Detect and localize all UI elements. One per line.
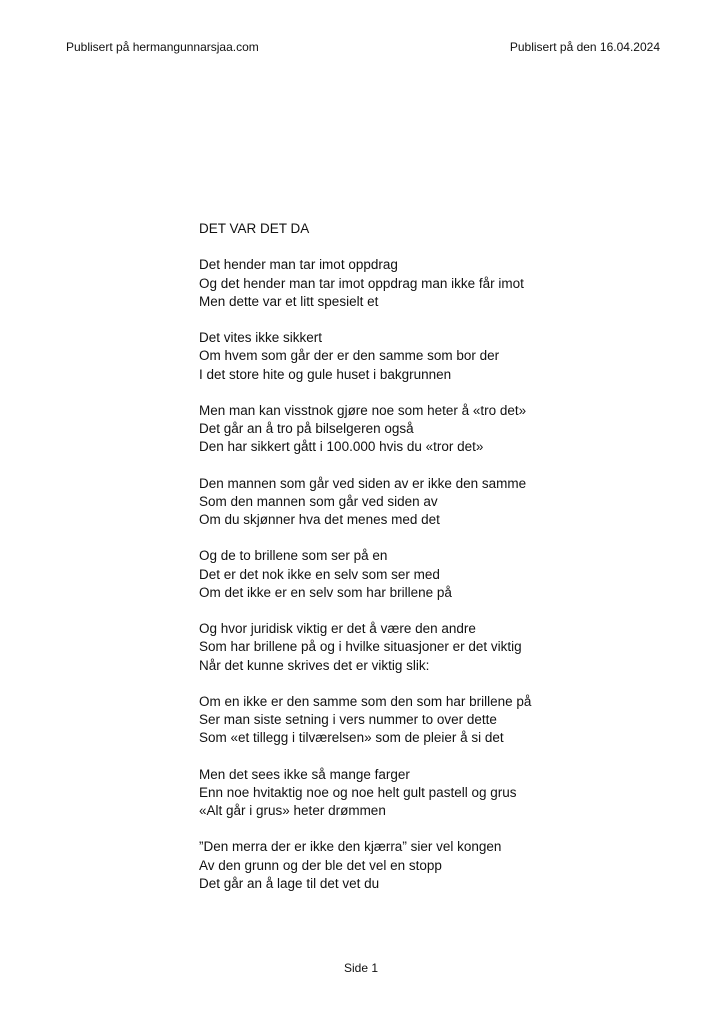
- poem-line: Som «et tillegg i tilværelsen» som de pleier å si det: [199, 730, 504, 746]
- stanza-7: [199, 693, 619, 748]
- poem-line: Men dette var et litt spesielt et: [199, 293, 379, 309]
- poem-line: I det store hite og gule huset i bakgrunnen: [199, 366, 452, 382]
- poem-line: Om du skjønner hva det menes med det: [199, 512, 440, 527]
- poem-line: Det vites ikke sikkert: [199, 330, 323, 346]
- poem-line: ”Den merra der er ikke den kjærra” sier vel kongen: [199, 839, 502, 855]
- poem-line: Som har brillene på og i hvilke situasjoner er det viktig: [199, 639, 522, 655]
- poem-line: Den har sikkert gått i 100.000 hvis du «tror det»: [199, 439, 484, 455]
- poem-line: Om det ikke er en selv som har brillene på: [199, 584, 452, 600]
- poem-title: DET VAR DET DA: [199, 221, 310, 236]
- stanza-9: [199, 838, 619, 893]
- poem-line: Men man kan visstnok gjøre noe som heter å «tro det»: [199, 402, 527, 418]
- poem-line: Men det sees ikke så mange farger: [199, 766, 410, 782]
- poem-line: Den mannen som går ved siden av er ikke den samme: [199, 475, 527, 491]
- stanza-1: [199, 256, 619, 311]
- poem-line: «Alt går i grus» heter drømmen: [199, 803, 386, 818]
- stanza-4: [199, 475, 619, 530]
- header-site: Publisert på hermangunnarsjaa.com: [66, 40, 259, 54]
- poem-line: Og hvor juridisk viktig er det å være den andre: [199, 621, 476, 637]
- poem-line: Det går an å tro på bilselgeren også: [199, 421, 414, 437]
- stanza-2: [199, 329, 619, 384]
- stanza-8: [199, 766, 619, 821]
- poem-line: Det er det nok ikke en selv som ser med: [199, 566, 440, 582]
- poem-line: Av den grunn og der ble det vel en stopp: [199, 857, 442, 873]
- poem-line: Enn noe hvitaktig noe og noe helt gult pastell og grus: [199, 784, 517, 800]
- poem-line: Om hvem som går der er den samme som bor der: [199, 348, 500, 364]
- poem-line: Som den mannen som går ved siden av: [199, 493, 438, 509]
- page-number: Side 1: [343, 961, 379, 975]
- poem: [199, 220, 619, 911]
- poem-line: Det går an å lage til det vet du: [199, 875, 380, 891]
- stanza-6: [199, 620, 619, 675]
- poem-line: Og det hender man tar imot oppdrag man ikke får imot: [199, 275, 524, 291]
- stanza-5: [199, 547, 619, 602]
- poem-line: Ser man siste setning i vers nummer to over dette: [199, 712, 497, 728]
- stanza-3: [199, 402, 619, 457]
- poem-line: Og de to brillene som ser på en: [199, 548, 388, 564]
- poem-line: Det hender man tar imot oppdrag: [199, 257, 398, 273]
- poem-line: Om en ikke er den samme som den som har brillene på: [199, 693, 532, 709]
- header-date: Publisert på den 16.04.2024: [509, 40, 660, 54]
- poem-line: Når det kunne skrives det er viktig slik:: [199, 657, 430, 673]
